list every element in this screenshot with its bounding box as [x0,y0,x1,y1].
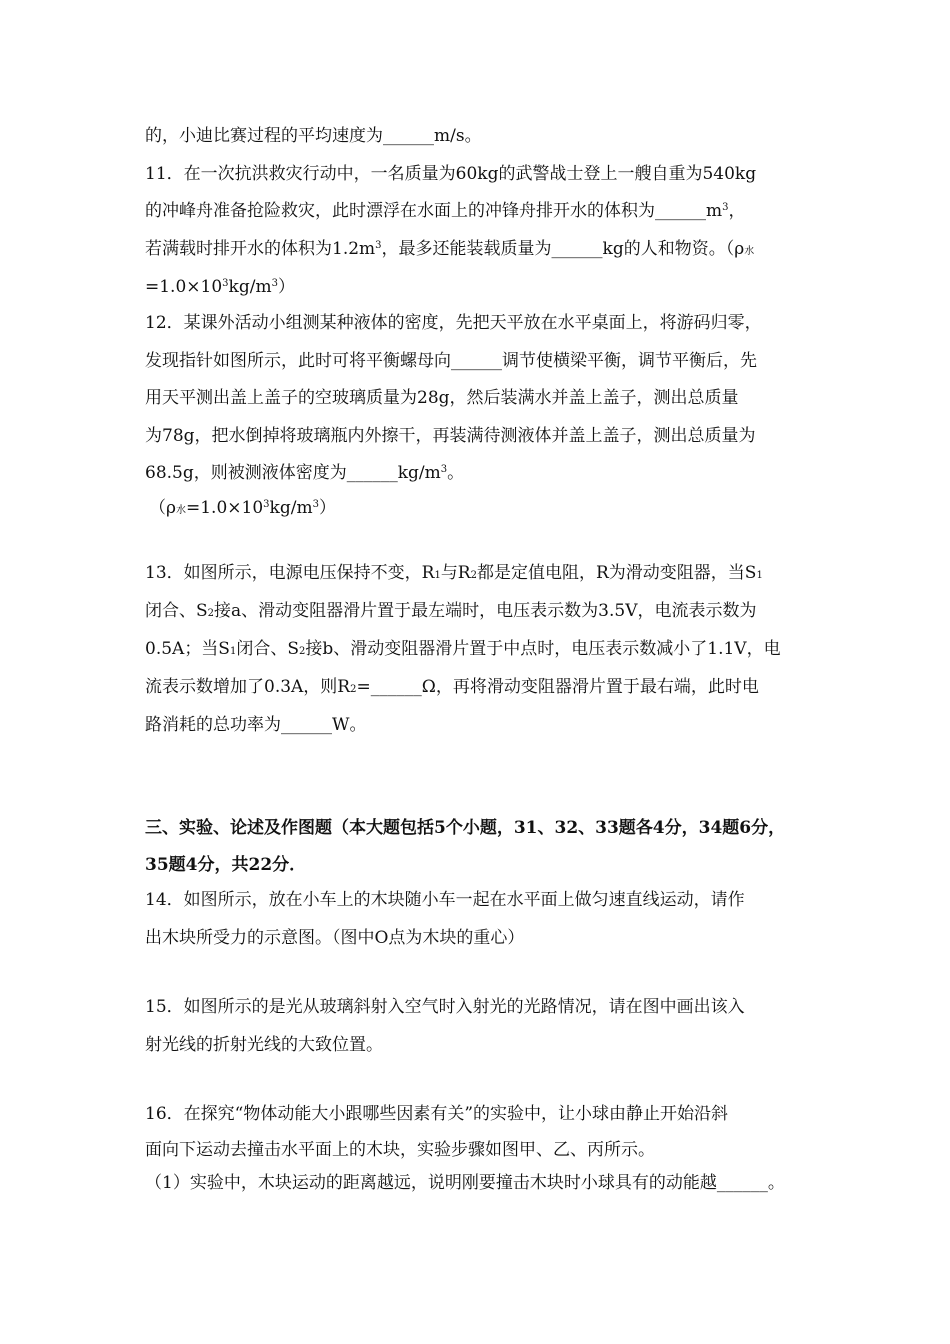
text-line: 的冲峰舟准备抢险救灾，此时漂浮在水面上的冲锋舟排开水的体积为$\_\_\_\_\_\_m^3$， [145,201,746,221]
text-line: $=1.0\times 10^3kg/m^3$） [145,277,295,297]
question-11: 11．在一次抗洪救灾行动中，一名质量为60kg的武警战士登上一艘自重为540kg [145,164,757,184]
text-line: 0.5A；当$S_1$闭合、$S_2$接b、滑动变阻器滑片置于中点时，电压表示数减小了1.1V，电 [145,639,781,659]
section-heading: 三、实验、论述及作图题（本大题包括5个小题，31、32、33题各4分，34题6分， [145,818,786,838]
text-line: 射光线的折射光线的大致位置。 [145,1035,383,1055]
text-line: （ρ水$=1.0\times 10^3kg/m^3$） [149,498,336,518]
text-line: 发现指针如图所示，此时可将平衡螺母向______调节使横梁平衡，调节平衡后，先 [145,351,757,371]
question-13: 13．如图所示，电源电压保持不变，$R_1$与$R_2$都是定值电阻，R为滑动变阻器，当$S_1$ [145,563,763,583]
section-heading: 35题4分，共22分． [145,855,307,875]
question-14: 14．如图所示，放在小车上的木块随小车一起在水平面上做匀速直线运动，请作 [145,890,745,910]
text-line: 68.5g，则被测液体密度为$\_\_\_\_\_\_kg/m^3$。 [145,463,465,483]
question-12: 12．某课外活动小组测某种液体的密度，先把天平放在水平桌面上，将游码归零， [145,313,762,333]
text-line: 面向下运动去撞击水平面上的木块，实验步骤如图甲、乙、丙所示。 [145,1140,655,1160]
text-line: 流表示数增加了0.3A，则$R_2=\_\_\_\_\_\_\Omega$，再将滑动变阻器滑片置于最右端，此时电 [145,677,759,697]
question-15: 15．如图所示的是光从玻璃斜射入空气时入射光的光路情况，请在图中画出该入 [145,997,745,1017]
text-line: 出木块所受力的示意图。（图中O点为木块的重心） [145,928,525,948]
text-line: 的，小迪比赛过程的平均速度为______m/s。 [145,126,482,146]
text-line: 用天平测出盖上盖子的空玻璃质量为28g，然后装满水并盖上盖子，测出总质量 [145,388,739,408]
text-line: 若满载时排开水的体积为$1.2m^3$，最多还能装载质量为______kg的人和物资。（ρ水 [145,239,755,259]
text-line: （1）实验中，木块运动的距离越远，说明刚要撞击木块时小球具有的动能越______。 [145,1173,785,1193]
text-line: 闭合、$S_2$接a、滑动变阻器滑片置于最左端时，电压表示数为3.5V，电流表示数为 [145,601,757,621]
text-line: 为78g，把水倒掉将玻璃瓶内外擦干，再装满待测液体并盖上盖子，测出总质量为 [145,426,756,446]
text-line: 路消耗的总功率为______W。 [145,715,367,735]
question-16: 16．在探究“物体动能大小跟哪些因素有关”的实验中，让小球由静止开始沿斜 [145,1104,729,1124]
